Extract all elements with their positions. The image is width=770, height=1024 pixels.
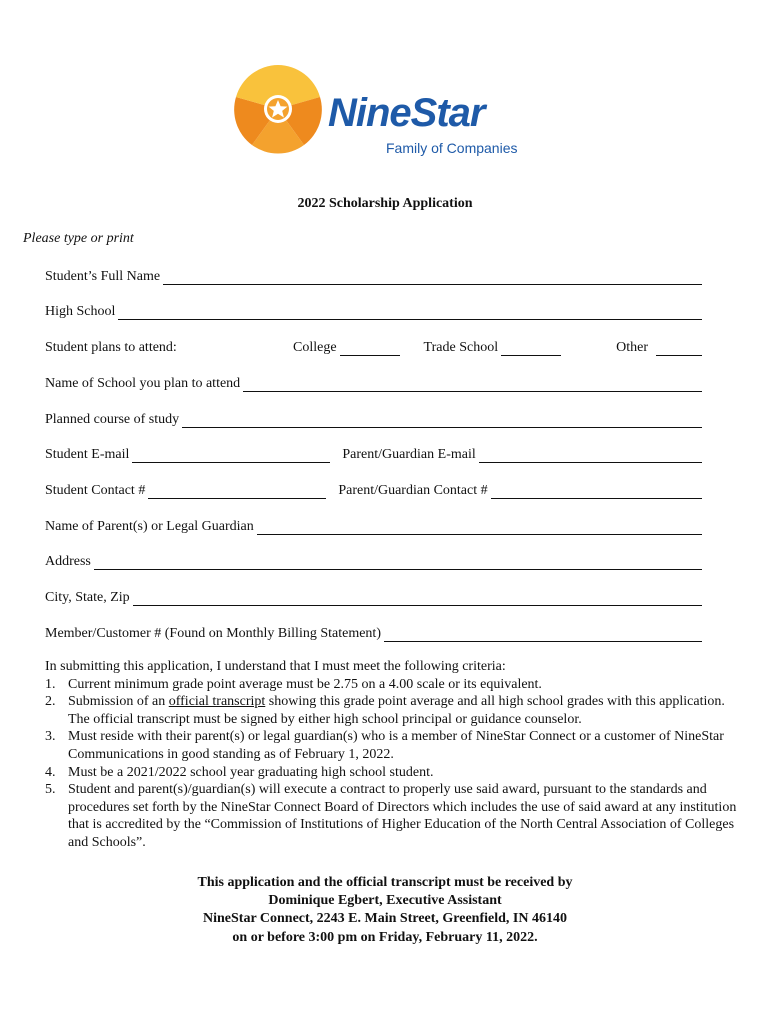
- full-name-label: Student’s Full Name: [45, 269, 161, 284]
- criteria-item: 4. Must be a 2021/2022 school year graduating high school student.: [45, 764, 434, 780]
- footer-line-1: This application and the official transcript must be received by: [197, 875, 573, 890]
- trade-school-label: Trade School: [423, 340, 499, 355]
- course-row: [45, 410, 702, 428]
- ninestar-star-icon: [232, 63, 324, 155]
- guardian-name-label: Name of Parent(s) or Legal Guardian: [45, 519, 254, 534]
- high-school-field[interactable]: [118, 307, 702, 320]
- course-field[interactable]: [182, 415, 702, 428]
- city-state-zip-label: City, State, Zip: [45, 590, 130, 605]
- criteria-item: 2. Submission of an official transcript showing this grade point average and all high school grades with this application. The official transcript must be signed by either high school principal or guidance counselor.: [45, 694, 725, 727]
- address-row: [45, 552, 702, 570]
- criteria-item: 1. Current minimum grade point average must be 2.75 on a 4.00 scale or its equivalent.: [45, 676, 542, 692]
- footer-line-4: on or before 3:00 pm on Friday, February 11, 2022.: [232, 929, 538, 945]
- footer-line-2: Dominique Egbert, Executive Assistant: [268, 893, 502, 909]
- school-name-label: Name of School you plan to attend: [45, 376, 241, 391]
- ninestar-logo: [232, 63, 552, 163]
- page-title: 2022 Scholarship Application: [297, 196, 473, 211]
- student-contact-field[interactable]: [148, 486, 326, 499]
- plans-label: Student plans to attend:: [45, 340, 177, 355]
- student-email-label: Student E-mail: [45, 447, 130, 462]
- address-field[interactable]: [94, 557, 702, 570]
- plans-row: [45, 338, 702, 356]
- student-contact-label: Student Contact #: [45, 483, 146, 498]
- other-label: Other: [616, 340, 648, 355]
- contact-row: [45, 481, 702, 499]
- criteria-item: 5. Student and parent(s)/guardian(s) will execute a contract to properly use said award, pursuant to the standards and procedures set forth by the NineStar Connect Board of Directors which includes the use of said award at any institution that is accredited by the “Commission of Institutions of Higher Education of the North Central Association of Colleges and Schools”.: [45, 782, 737, 850]
- official-transcript-link: official transcript: [168, 694, 266, 710]
- brand-name: NineStar: [328, 91, 485, 135]
- member-number-label: Member/Customer # (Found on Monthly Billing Statement): [45, 626, 381, 641]
- other-field[interactable]: [656, 343, 702, 356]
- criteria-list: [45, 676, 745, 852]
- criteria-intro: In submitting this application, I understand that I must meet the following criteria:: [45, 659, 506, 674]
- college-label: College: [293, 340, 337, 355]
- parent-contact-label: Parent/Guardian Contact #: [338, 483, 488, 498]
- instructions: Please type or print: [23, 231, 134, 246]
- guardian-name-field[interactable]: [257, 522, 702, 535]
- college-field[interactable]: [340, 343, 400, 356]
- high-school-label: High School: [45, 304, 116, 319]
- parent-email-field[interactable]: [479, 450, 702, 463]
- parent-email-label: Parent/Guardian E-mail: [342, 447, 476, 462]
- full-name-row: [45, 267, 702, 285]
- guardian-row: [45, 517, 702, 535]
- city-state-zip-row: [45, 588, 702, 606]
- student-email-field[interactable]: [132, 450, 330, 463]
- high-school-row: [45, 302, 702, 320]
- submission-instructions: [0, 874, 770, 947]
- criteria-item: 3. Must reside with their parent(s) or legal guardian(s) who is a member of NineStar Connect or a customer of NineStar Communications in good standing as of February 1, 2022.: [45, 729, 724, 762]
- school-name-row: [45, 374, 702, 392]
- address-label: Address: [45, 554, 91, 569]
- full-name-field[interactable]: [163, 272, 702, 285]
- course-label: Planned course of study: [45, 412, 180, 427]
- trade-school-field[interactable]: [501, 343, 561, 356]
- member-number-field[interactable]: [384, 629, 702, 642]
- email-row: [45, 445, 702, 463]
- parent-contact-field[interactable]: [491, 486, 702, 499]
- brand-subtitle: Family of Companies: [386, 140, 518, 156]
- school-name-field[interactable]: [243, 379, 702, 392]
- city-state-zip-field[interactable]: [133, 593, 702, 606]
- footer-line-3: NineStar Connect, 2243 E. Main Street, Greenfield, IN 46140: [203, 911, 567, 927]
- member-number-row: [45, 624, 702, 642]
- criteria-section: [45, 658, 745, 852]
